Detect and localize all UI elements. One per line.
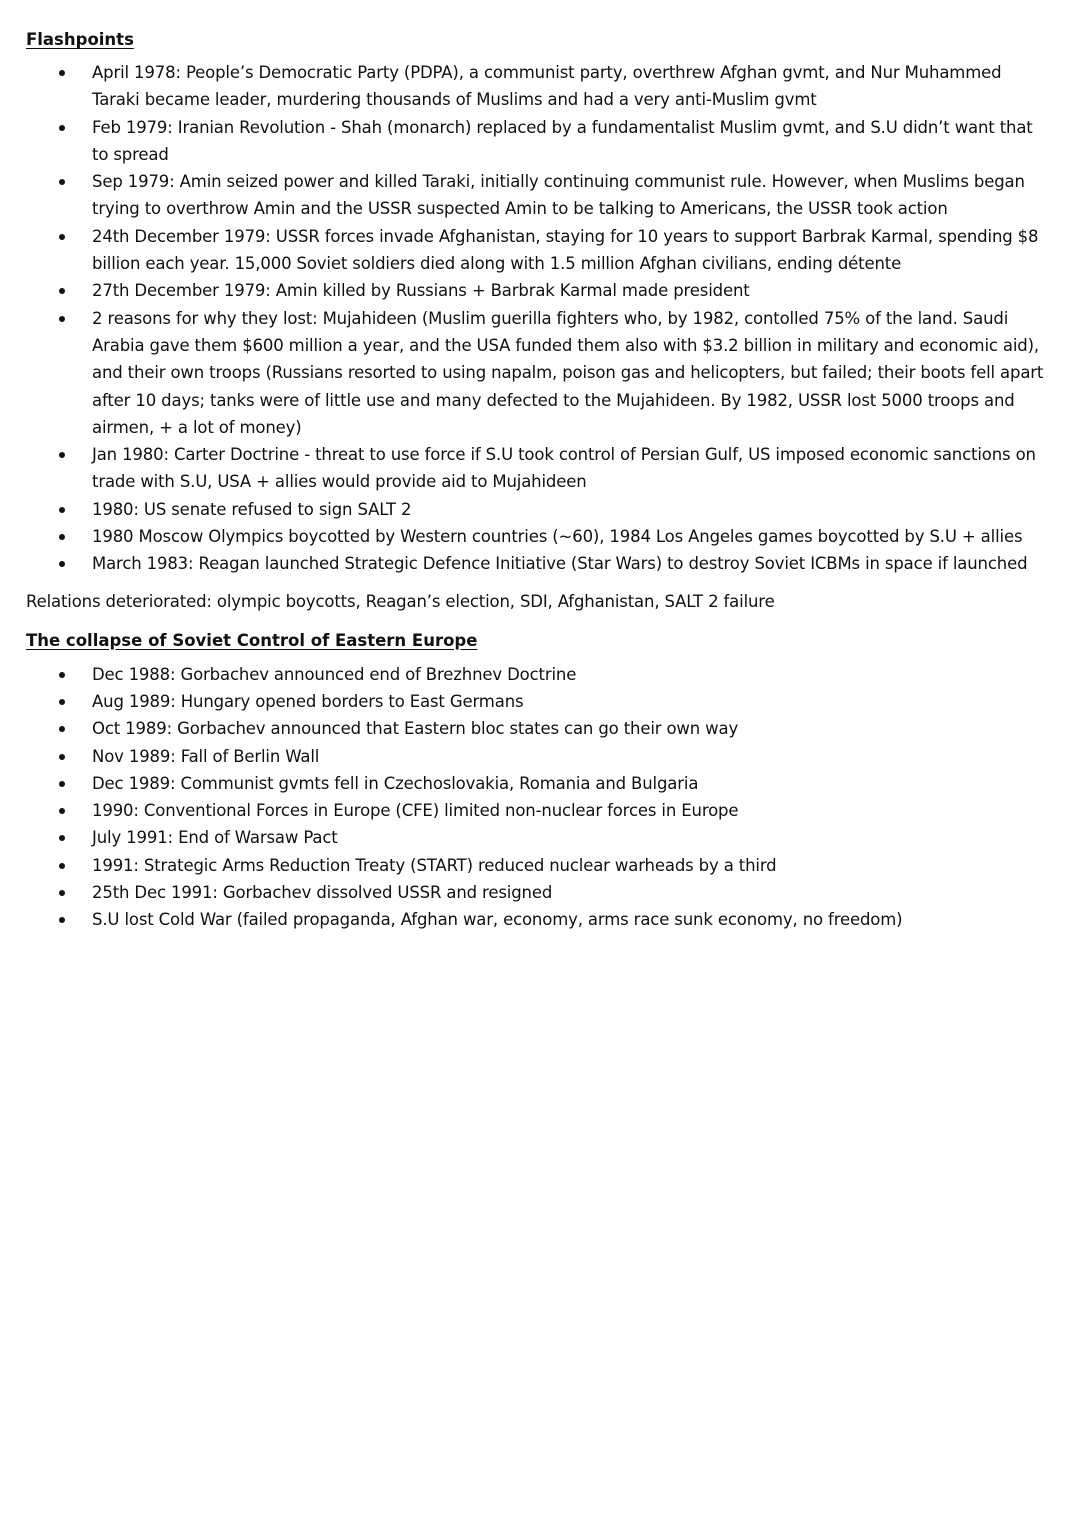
list-item-text: Dec 1988: Gorbachev announced end of Brezhnev Doctrine — [92, 664, 577, 684]
list-item — [26, 797, 1054, 824]
bullet-icon — [59, 561, 65, 567]
list-item — [26, 277, 1054, 304]
list-item-text: Sep 1979: Amin seized power and killed Taraki, initially continuing communist rule. However, when Muslims began trying to overthrow Amin and the USSR suspected Amin to be talking to Americans, the USSR took action — [92, 172, 1025, 219]
list-item-text: 2 reasons for why they lost: Mujahideen (Muslim guerilla fighters who, by 1982, contolled 75% of the land. Saudi Arabia gave them $600 million a year, and the USA funded them also with $3.2 billion in military and economic aid), and their own troops (Russians resorted to using napalm, poison gas and helicopters, but failed; their boots fell apart after 10 days; tanks were of little use and many defected to the Mujahideen. By 1982, USSR lost 5000 troops and airmen, + a lot of money) — [92, 308, 1044, 437]
list-item — [26, 441, 1054, 496]
list-item — [26, 824, 1054, 851]
bullet-icon — [59, 835, 65, 841]
list-item-text: S.U lost Cold War (failed propaganda, Afghan war, economy, arms race sunk economy, no freedom) — [92, 910, 903, 930]
bullet-icon — [59, 507, 65, 513]
list-item-text: 1980: US senate refused to sign SALT 2 — [92, 499, 412, 519]
list-item-text: 27th December 1979: Amin killed by Russians + Barbrak Karmal made president — [92, 281, 750, 301]
bullet-icon — [59, 70, 65, 76]
list-item-text: April 1978: People’s Democratic Party (PDPA), a communist party, overthrew Afghan gvmt, and Nur Muhammed Taraki became leader, murdering thousands of Muslims and had a very anti-Muslim gvmt — [92, 63, 1002, 110]
list-item — [26, 496, 1054, 523]
list-item — [26, 168, 1054, 223]
list-item-text: Feb 1979: Iranian Revolution - Shah (monarch) replaced by a fundamentalist Muslim gvmt, and S.U didn’t want that to spread — [92, 117, 1033, 164]
bullet-icon — [59, 781, 65, 787]
list-item — [26, 770, 1054, 797]
collapse-list — [26, 661, 1054, 934]
bullet-icon — [59, 890, 65, 896]
section-heading-flashpoints: Flashpoints — [26, 30, 134, 49]
list-item — [26, 661, 1054, 688]
list-item — [26, 223, 1054, 278]
bullet-icon — [59, 863, 65, 869]
flashpoints-list — [26, 59, 1054, 578]
bullet-icon — [59, 125, 65, 131]
list-item-text: Nov 1989: Fall of Berlin Wall — [92, 746, 320, 766]
bullet-icon — [59, 726, 65, 732]
list-item-text: 1980 Moscow Olympics boycotted by Western countries (~60), 1984 Los Angeles games boycotted by S.U + allies — [92, 527, 1023, 547]
list-item-text: 1990: Conventional Forces in Europe (CFE) limited non-nuclear forces in Europe — [92, 801, 739, 821]
bullet-icon — [59, 534, 65, 540]
bullet-icon — [59, 699, 65, 705]
bullet-icon — [59, 808, 65, 814]
bullet-icon — [59, 179, 65, 185]
list-item — [26, 59, 1054, 114]
section-heading-collapse: The collapse of Soviet Control of Eastern Europe — [26, 630, 478, 650]
list-item-text: Aug 1989: Hungary opened borders to East Germans — [92, 691, 524, 711]
list-item — [26, 743, 1054, 770]
list-item — [26, 114, 1054, 169]
list-item — [26, 305, 1054, 441]
list-item-text: Jan 1980: Carter Doctrine - threat to use force if S.U took control of Persian Gulf, US imposed economic sanctions on trade with S.U, USA + allies would provide aid to Mujahideen — [92, 445, 1036, 492]
bullet-icon — [59, 754, 65, 760]
bullet-icon — [59, 316, 65, 322]
list-item-text: March 1983: Reagan launched Strategic Defence Initiative (Star Wars) to destroy Soviet ICBMs in space if launched — [92, 554, 1028, 574]
list-item-text: 24th December 1979: USSR forces invade Afghanistan, staying for 10 years to support Barbrak Karmal, spending $8 billion each year. 15,000 Soviet soldiers died along with 1.5 million Afghan civilians, ending détente — [92, 226, 1039, 274]
bullet-icon — [59, 452, 65, 458]
list-item-text: Dec 1989: Communist gvmts fell in Czechoslovakia, Romania and Bulgaria — [92, 773, 699, 793]
list-item — [26, 550, 1054, 577]
list-item — [26, 906, 1054, 933]
list-item — [26, 688, 1054, 715]
list-item — [26, 879, 1054, 906]
bullet-icon — [59, 234, 65, 240]
list-item — [26, 852, 1054, 879]
list-item-text: Oct 1989: Gorbachev announced that Eastern bloc states can go their own way — [92, 719, 739, 739]
bullet-icon — [59, 672, 65, 678]
bullet-icon — [59, 917, 65, 923]
bullet-icon — [59, 288, 65, 294]
list-item — [26, 523, 1054, 550]
relations-summary: Relations deteriorated: olympic boycotts, Reagan’s election, SDI, Afghanistan, SALT 2 failure — [26, 591, 775, 611]
list-item-text: 1991: Strategic Arms Reduction Treaty (START) reduced nuclear warheads by a third — [92, 855, 777, 875]
list-item — [26, 715, 1054, 742]
list-item-text: July 1991: End of Warsaw Pact — [92, 828, 338, 848]
list-item-text: 25th Dec 1991: Gorbachev dissolved USSR and resigned — [92, 883, 553, 903]
